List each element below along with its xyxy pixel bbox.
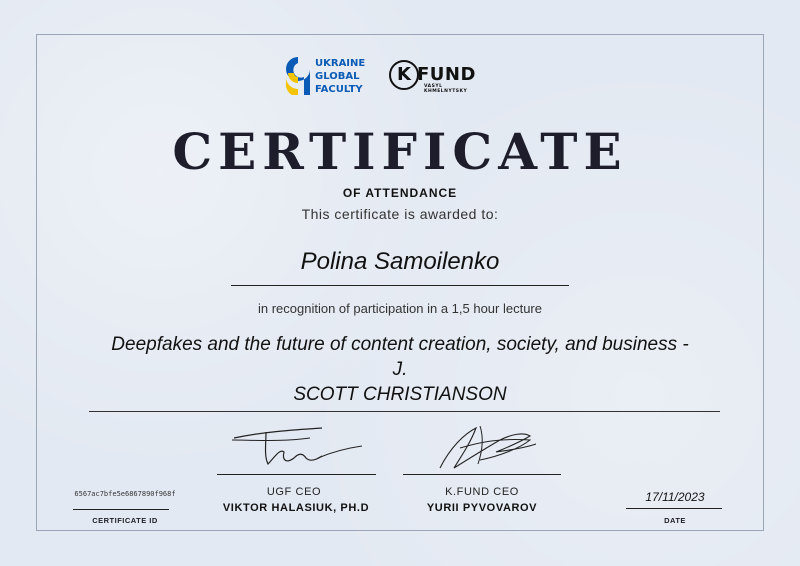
date-value: 17/11/2023 [645,490,705,504]
date-label: DATE [664,516,686,525]
ugf-ceo-signature [222,418,382,478]
lecture-title-line-1: Deepfakes and the future of content creation, society, and business - J. [111,334,689,380]
certificate-id-line [73,509,169,510]
certificate-title: CERTIFICATE [172,122,628,181]
ugf-ceo-name: VIKTOR HALASIUK, PH.D [222,502,370,514]
kfund-ceo-signature-line [403,474,561,475]
kfund-ceo-signature [420,418,580,478]
recipient-name: Polina Samoilenko [300,248,500,275]
recipient-underline [231,285,569,286]
ukraine-global-faculty-logo [284,52,374,100]
ugf-wordmark-line-1: UKRAINE [315,58,366,69]
date-line [626,508,722,509]
certificate-border [36,34,764,531]
kfund-logo [389,60,501,100]
ugf-wordmark-line-2: GLOBAL [315,71,360,82]
certificate-id-value: 6567ac7bfe5e6867890f968f [74,490,176,498]
ugf-wordmark [315,57,365,96]
kfund-k-icon: K [389,60,419,90]
kfund-ceo-role: K.FUND CEO [445,486,519,498]
header-logos [0,52,800,102]
ugf-wordmark-line-3: FACULTY [315,84,363,95]
kfund-subtitle-line-2: KHMELNYTSKY [424,89,468,94]
kfund-subtitle [424,84,467,94]
awarded-to-text: This certificate is awarded to: [301,206,499,222]
kfund-ceo-name: YURII PYVOVAROV [426,502,538,514]
ugf-emblem-icon [284,55,312,97]
ugf-ceo-signature-line [217,474,376,475]
ugf-ceo-role: UGF CEO [266,486,322,498]
kfund-wordmark: FUND [417,64,476,85]
recognition-text: in recognition of participation in a 1,5 hour lecture [257,301,542,316]
certificate-subtitle: OF ATTENDANCE [342,186,458,200]
lecture-title [110,332,690,407]
lecture-title-line-2: SCOTT CHRISTIANSON [293,384,507,405]
section-divider [89,411,720,412]
kfund-subtitle-line-1: VASYL [424,84,443,89]
certificate-id-label: CERTIFICATE ID [92,516,158,525]
